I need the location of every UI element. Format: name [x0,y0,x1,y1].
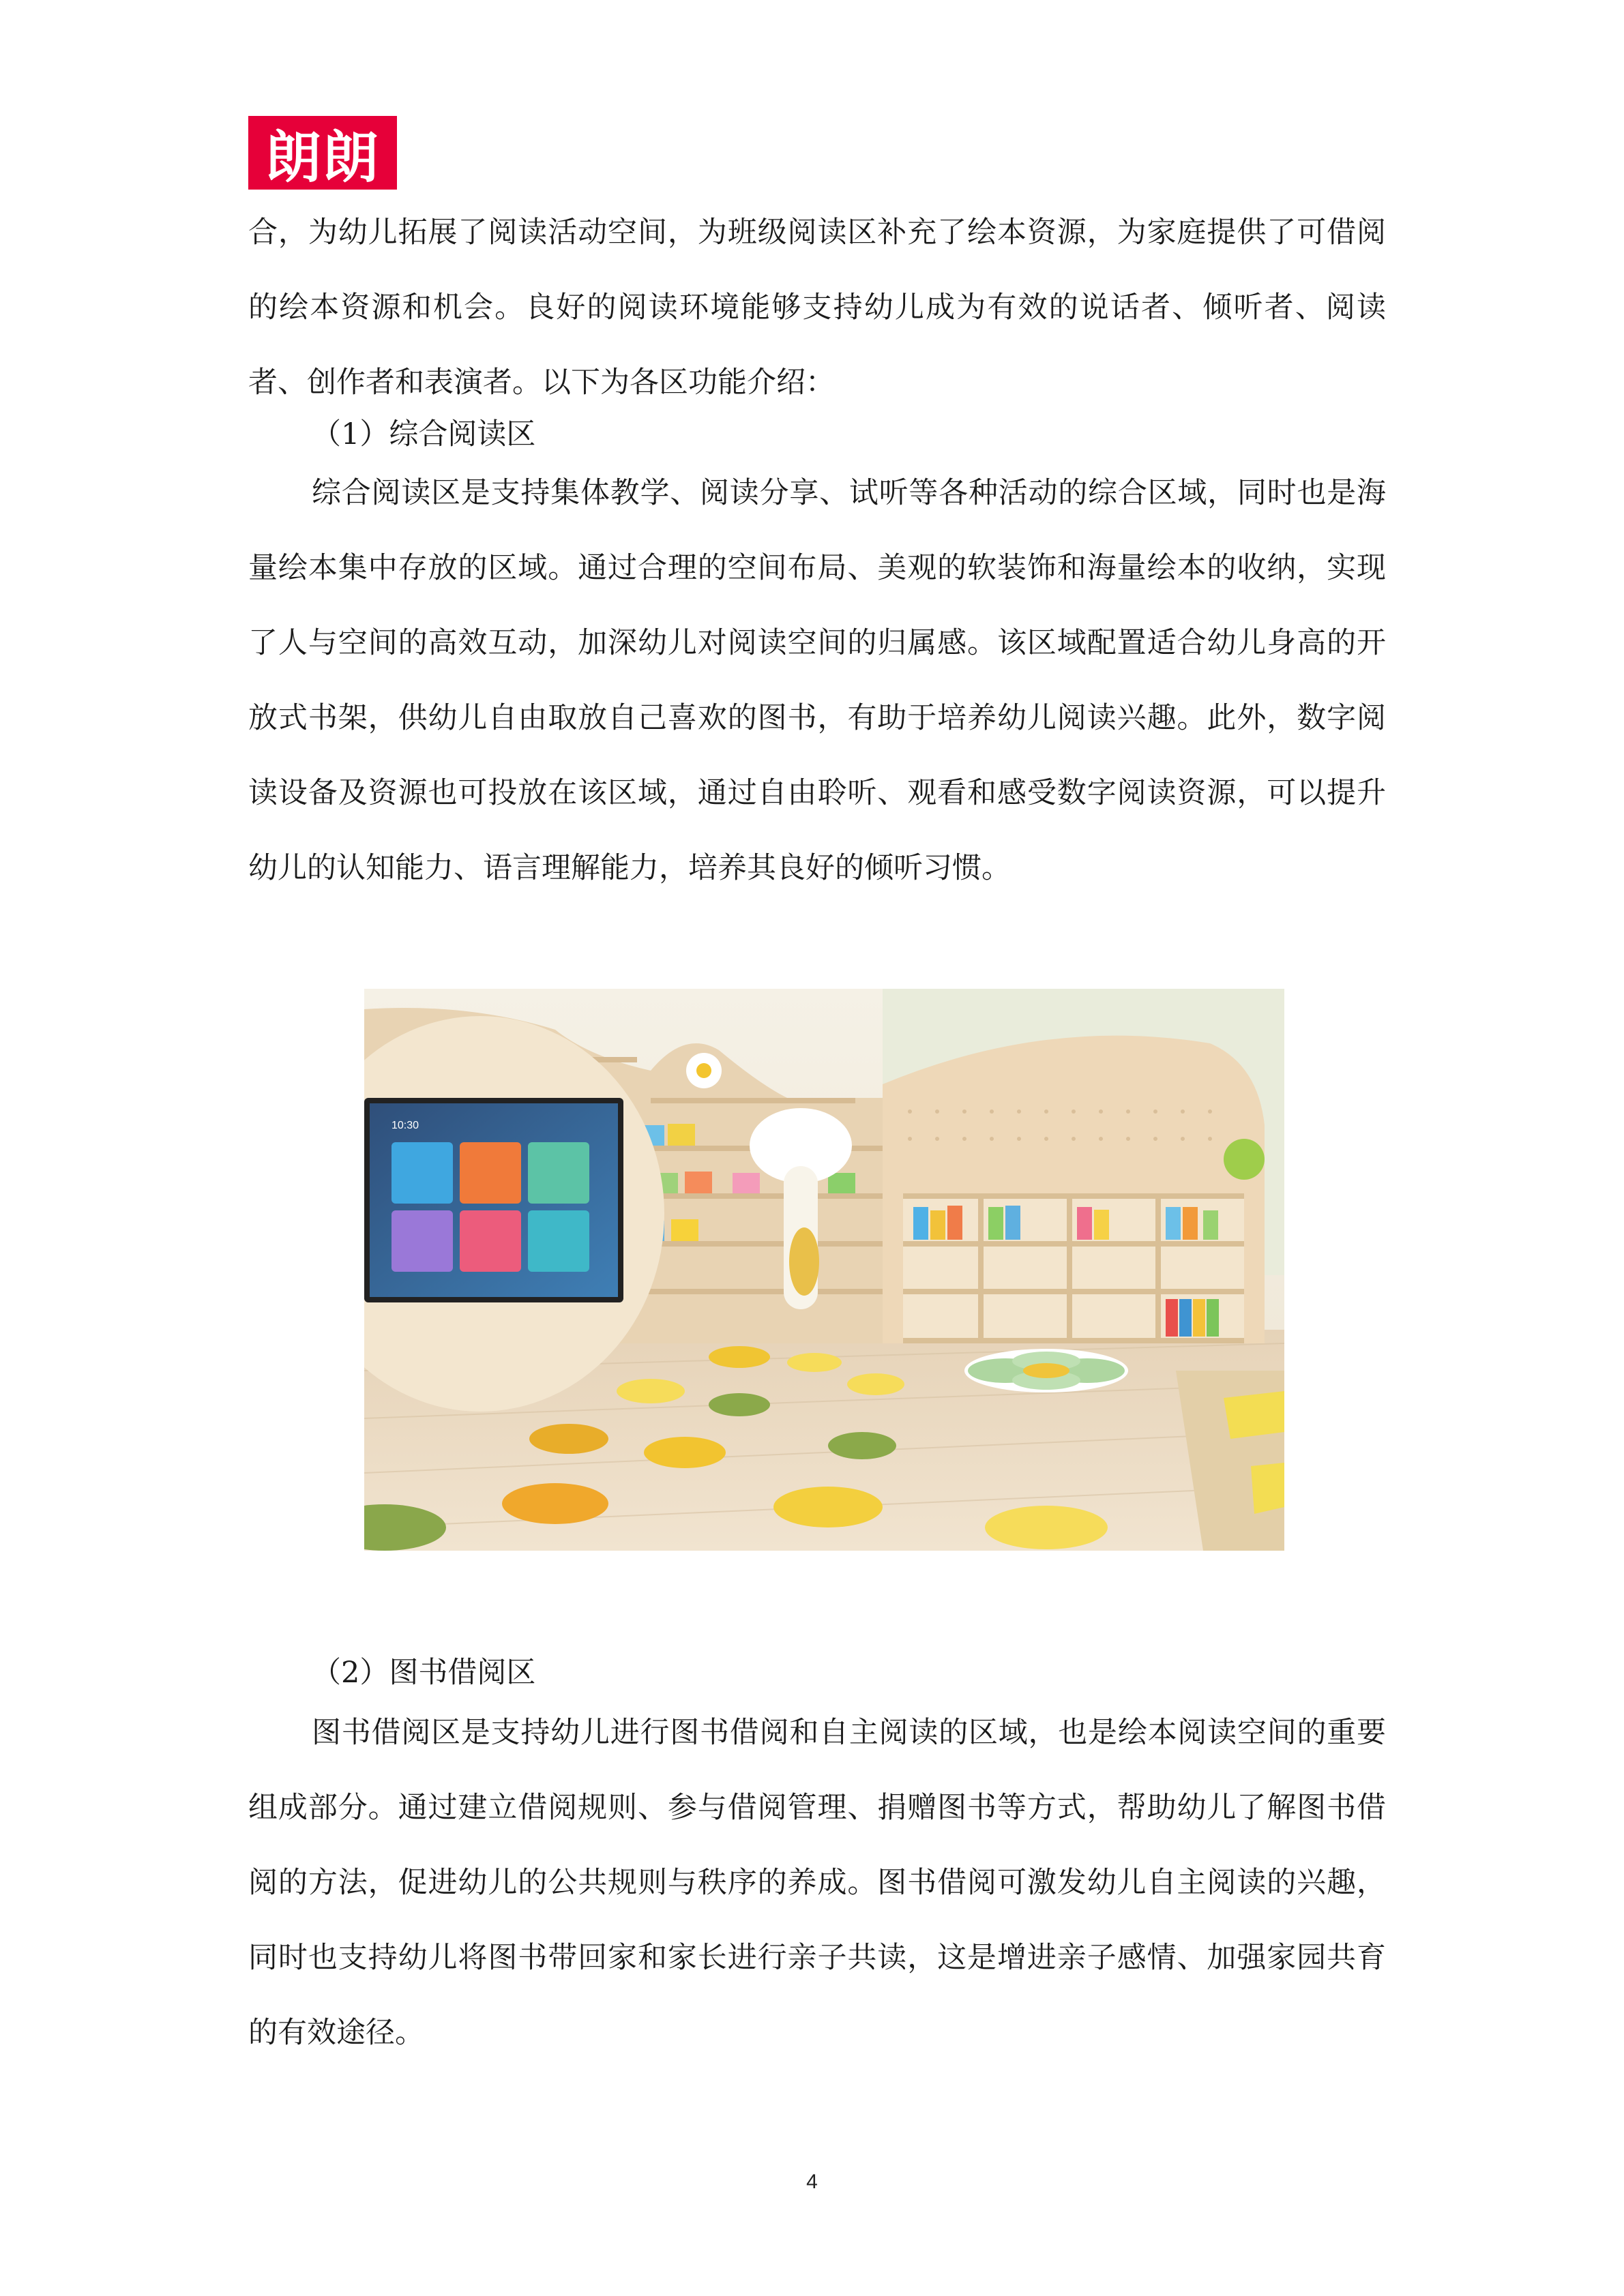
section-heading-reading-area: （1）综合阅读区 [312,417,536,451]
reading-area-paragraph: 综合阅读区是支持集体教学、阅读分享、试听等各种活动的综合区域，同时也是海量绘本集中存放的区域。通过合理的空间布局、美观的软装饰和海量绘本的收纳，实现了人与空间的高效互动，加深幼儿对阅读空间的归属感。该区域配置适合幼儿身高的开放式书架，供幼儿自由取放自己喜欢的图书，有助于培养幼儿阅读兴趣。此外，数字阅读设备及资源也可投放在该区域，通过自由聆听、观看和感受数字阅读资源，可以提升幼儿的认知能力、语言理解能力，培养其良好的倾听习惯。 [248,476,1386,885]
screen-clock: 10:30 [392,1120,419,1131]
intro-paragraph: 合，为幼儿拓展了阅读活动空间，为班级阅读区补充了绘本资源，为家庭提供了可借阅的绘本资源和机会。良好的阅读环境能够支持幼儿成为有效的说话者、倾听者、阅读者、创作者和表演者。以下为各区功能介绍： [248,215,1386,400]
brand-logo: 朗朗 [248,116,397,190]
section-heading-lending-area: （2）图书借阅区 [312,1656,536,1690]
lending-area-paragraph: 图书借阅区是支持幼儿进行图书借阅和自主阅读的区域，也是绘本阅读空间的重要组成部分。通过建立借阅规则、参与借阅管理、捐赠图书等方式，帮助幼儿了解图书借阅的方法，促进幼儿的公共规则与秩序的养成。图书借阅可激发幼儿自主阅读的兴趣，同时也支持幼儿将图书带回家和家长进行亲子共读，这是增进亲子感情、加强家园共育的有效途径。 [248,1716,1386,2050]
reading-room-photo [364,989,1284,1551]
page-number: 4 [806,2171,818,2193]
